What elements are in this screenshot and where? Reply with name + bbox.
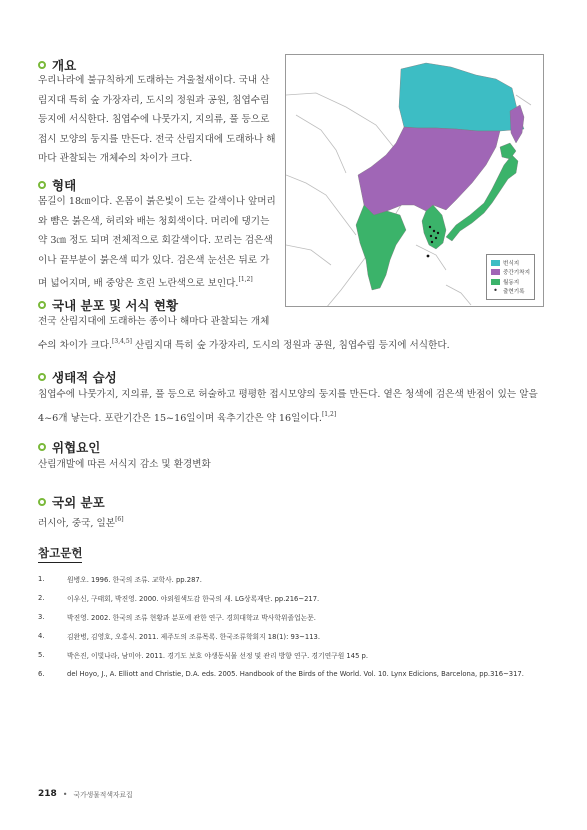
legend-swatch (491, 269, 500, 275)
record-point (429, 226, 431, 228)
page-footer (38, 789, 133, 799)
section-title: 국외 분포 (52, 495, 105, 510)
text-span: 수의 차이가 크다. (38, 339, 113, 351)
text-line: 전국 산림지대에 도래하는 종이나 해마다 관찰되는 개체 (38, 316, 270, 327)
reference-text: 김완병, 김영호, 오홍식. 2011. 제주도의 조류목록. 한국조류학회지 18(1): 93~113. (67, 633, 321, 642)
section-title: 위협요인 (52, 440, 101, 455)
reference-item (38, 589, 548, 608)
circle-bullet-icon (38, 301, 46, 309)
reference-number: 1. (38, 575, 45, 584)
map-legend (486, 254, 535, 300)
reference-text: 박진영. 2002. 한국의 조류 현황과 분포에 관한 연구. 경희대학교 박사학위졸업논문. (67, 614, 316, 623)
reference-text: 박은진, 이빛나라, 남미아. 2011. 경기도 보호 야생동식물 선정 및 관리 방향 연구. 경기연구원 145 p. (67, 652, 369, 660)
legend-label: 번식지 (502, 260, 520, 267)
legend-label: 월동지 (502, 279, 520, 286)
legend-label: 출현기록 (502, 289, 525, 296)
record-point (430, 235, 432, 237)
legend-label: 중간기착지 (502, 270, 530, 277)
text-span: 산림지대 특히 숲 가장자리, 도시의 정원과 공원, 침엽수림 등지에 서식한다. (131, 339, 450, 351)
text-line (38, 270, 276, 294)
section-heading-threats (38, 438, 100, 456)
text-line: 우리나라에 불규칙하게 도래하는 겨울철새이다. 국내 산 (38, 75, 270, 86)
text-line: 등지에 서식한다. 침엽수에 나뭇가지, 지의류, 풀 등으로 (38, 114, 270, 126)
text-span: 러시아, 중국, 일본 (38, 518, 116, 529)
circle-bullet-icon (38, 181, 46, 189)
text-line: 몸길이 18㎝이다. 온몸이 붉은빛이 도는 갈색이나 앞머리 (38, 196, 276, 207)
legend-swatch (491, 279, 500, 285)
section-title: 형태 (52, 178, 77, 193)
reference-item (38, 608, 548, 627)
footer-separator: • (62, 789, 68, 799)
foreign-paragraph (38, 510, 124, 534)
page-number: 218 (38, 789, 57, 799)
citation: [1,2] (238, 276, 253, 284)
section-title: 생태적 습성 (52, 370, 117, 385)
section-title: 개요 (52, 58, 77, 73)
reference-number: 2. (38, 594, 45, 603)
breeding-range-region (399, 63, 524, 131)
references-list (38, 570, 548, 683)
circle-bullet-icon (38, 61, 46, 69)
text-span: 4~6개 낳는다. 포란기간은 15~16일이며 육추기간은 약 16일이다. (38, 412, 322, 424)
overview-paragraph (38, 71, 276, 169)
reference-item (38, 570, 548, 589)
reference-item (38, 664, 548, 683)
text-span: 며 넓어지며, 배 중앙은 흐린 노란색으로 보인다. (38, 278, 239, 290)
record-point (433, 230, 435, 232)
text-line: 이나 끝부분이 붉은색 띠가 있다. 검은색 눈선은 뒤로 가 (38, 254, 270, 266)
domestic-paragraph (38, 312, 450, 355)
wintering-range-china (356, 205, 406, 290)
citation: [1,2] (321, 410, 337, 418)
text-line: 침엽수에 나뭇가지, 지의류, 풀 등으로 허술하고 평평한 접시모양의 둥지를 만든다. 옅은 청색에 검은색 반점이 있는 알을 (38, 389, 538, 400)
stopover-range-region (358, 127, 500, 215)
text-line: 약 3㎝ 정도 되며 전체적으로 회갈색이다. 꼬리는 검은색 (38, 235, 273, 247)
text-line: 와 뺨은 붉은색, 허리와 배는 청회색이다. 머리에 댕기는 (38, 215, 270, 227)
text-line: 마다 관찰되는 개체수의 차이가 크다. (38, 153, 193, 165)
circle-bullet-icon (38, 443, 46, 451)
record-point (437, 232, 439, 234)
reference-item (38, 646, 548, 665)
citation: [3,4,5] (112, 337, 132, 345)
section-title: 국내 분포 및 서식 현황 (52, 298, 179, 313)
legend-item-breeding (491, 258, 530, 268)
wintering-range-korea (422, 205, 446, 249)
form-paragraph (38, 192, 276, 294)
circle-bullet-icon (38, 373, 46, 381)
reference-number: 6. (38, 669, 45, 678)
legend-item-record (491, 287, 530, 297)
reference-text: 이우신, 구태회, 박진영. 2000. 야외원색도감 한국의 새. LG상록재단. pp.216~217. (67, 595, 320, 604)
citation: [6] (115, 516, 124, 523)
section-heading-foreign (38, 493, 105, 511)
legend-swatch (491, 260, 500, 266)
reference-item (38, 627, 548, 646)
dot-icon: • (493, 286, 498, 296)
record-point (431, 241, 433, 243)
reference-text: del Hoyo, J., A. Elliott and Christie, D.A. eds. 2005. Handbook of the Birds of the World. Vol. 10. Lynx Edicions, Barcelona, pp.316~317. (67, 669, 524, 678)
reference-number: 4. (38, 632, 45, 641)
stopover-range-sakhalin (510, 105, 524, 143)
section-heading-ecology (38, 368, 117, 386)
distribution-map (285, 54, 544, 307)
record-point (435, 237, 437, 239)
record-point (427, 255, 430, 258)
references-heading: 참고문헌 (38, 545, 82, 563)
book-title: 국가생물적색자료집 (73, 791, 133, 799)
reference-number: 3. (38, 613, 45, 622)
threats-paragraph: 산림개발에 따른 서식지 감소 및 환경변화 (38, 459, 211, 470)
legend-item-stopover (491, 268, 530, 278)
legend-item-wintering (491, 277, 530, 287)
circle-bullet-icon (38, 498, 46, 506)
ecology-paragraph (38, 385, 538, 428)
text-line: 림지대 특히 숲 가장자리, 도시의 정원과 공원, 침엽수림 (38, 94, 270, 106)
reference-number: 5. (38, 651, 45, 659)
text-line (38, 405, 538, 429)
text-line (38, 332, 450, 356)
reference-text: 원병오. 1996. 한국의 조류. 교학사. pp.287. (67, 576, 202, 585)
text-line: 접시 모양의 둥지를 만든다. 전국 산림지대에 도래하나 해 (38, 133, 276, 145)
